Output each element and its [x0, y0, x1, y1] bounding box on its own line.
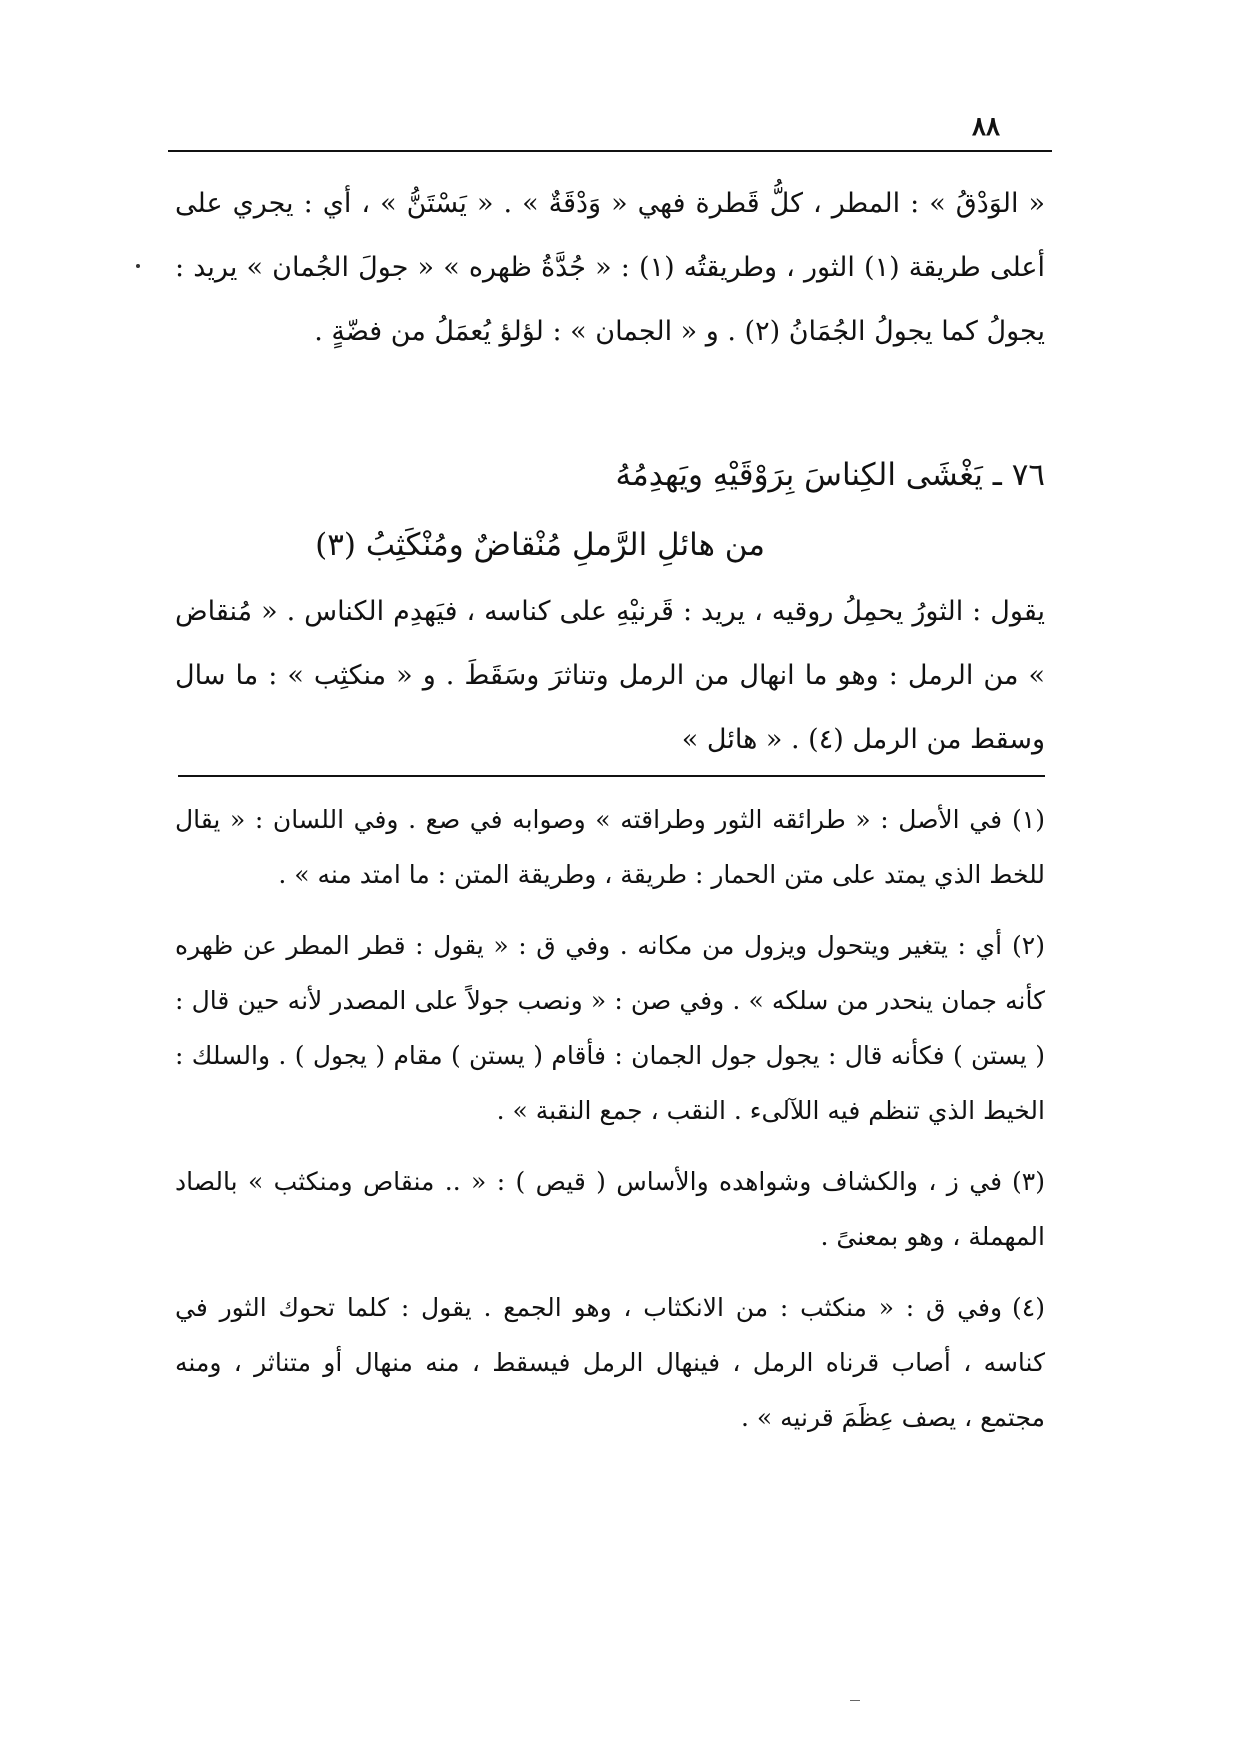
main-text — [175, 172, 1045, 364]
commentary — [175, 580, 1045, 772]
footnote-number: (٢) — [1012, 931, 1045, 960]
footnote — [175, 1154, 1045, 1264]
verse — [175, 440, 1045, 580]
footnote-number: (١) — [1012, 805, 1045, 834]
footnote-text: في الأصل : « طرائقه الثور وطراقته » وصوابه في صع . وفي اللسان : « يقال للخط الذي يمتد على متن الحمار : طريقة ، وطريقة المتن : ما امتد منه » . — [175, 805, 1045, 889]
footnote — [175, 792, 1045, 902]
footnote — [175, 918, 1045, 1138]
main-paragraph: « الوَدْقُ » : المطر ، كلُّ قَطرة فهي « وَدْقَةٌ » . « يَسْتَنُّ » ، أي : يجري على أعلى طريقة (١) الثور ، وطريقتُه (١) : « جُدَّةُ ظهره » « جولَ الجُمان » يريد : يجولُ كما يجولُ الجُمَانُ (٢) . و « الجمان » : لؤلؤ يُعمَلُ من فضّةٍ . — [175, 188, 1045, 347]
margin-dot — [136, 264, 140, 268]
page-number: ٨٨ — [972, 112, 1000, 142]
footnote-text: وفي ق : « منكثب : من الانكثاب ، وهو الجمع . يقول : كلما تحوك الثور في كناسه ، أصاب قرناه الرمل ، فينهال الرمل فيسقط ، منه منهال أو متناثر ، ومنه مجتمع ، يصف عِظَمَ قرنيه » . — [175, 1293, 1045, 1432]
verse-second-hemistich: من هائلِ الرَّملِ مُنْقاضٌ ومُنْكَثِبُ (٣) — [315, 527, 765, 563]
footnotes — [175, 792, 1045, 1461]
header-rule — [168, 150, 1052, 152]
footnote-number: (٣) — [1012, 1167, 1045, 1196]
scan-mark — [850, 1700, 860, 1701]
commentary-paragraph: يقول : الثورُ يحمِلُ روقيه ، يريد : قَرنيْهِ على كناسه ، فيَهدِم الكناس . « مُنقاض » من الرمل : وهو ما انهال من الرمل وتناثرَ وسَقَطَ . و « منكثِب » : ما سال وسقط من الرمل (٤) . « هائل » — [175, 596, 1045, 755]
footnote-text: في ز ، والكشاف وشواهده والأساس ( قيص ) : « .. منقاص ومنكثب » بالصاد المهملة ، وهو بمعنىً . — [175, 1167, 1045, 1251]
footnote — [175, 1280, 1045, 1445]
footnote-number: (٤) — [1012, 1293, 1045, 1322]
verse-first-hemistich: ٧٦ ـ يَغْشَى الكِناسَ بِرَوْقَيْهِ ويَهدِمُهُ — [615, 457, 1045, 493]
footnote-text: أي : يتغير ويتحول ويزول من مكانه . وفي ق : « يقول : قطر المطر عن ظهره كأنه جمان ينحدر من سلكه » . وفي صن : « ونصب جولاً على المصدر لأنه حين قال : ( يستن ) فكأنه قال : يجول جول الجمان : فأقام ( يستن ) مقام ( يجول ) . والسلك : الخيط الذي تنظم فيه اللآلىء . النقب ، جمع النقبة » . — [175, 931, 1045, 1125]
footnote-rule — [178, 775, 1045, 777]
